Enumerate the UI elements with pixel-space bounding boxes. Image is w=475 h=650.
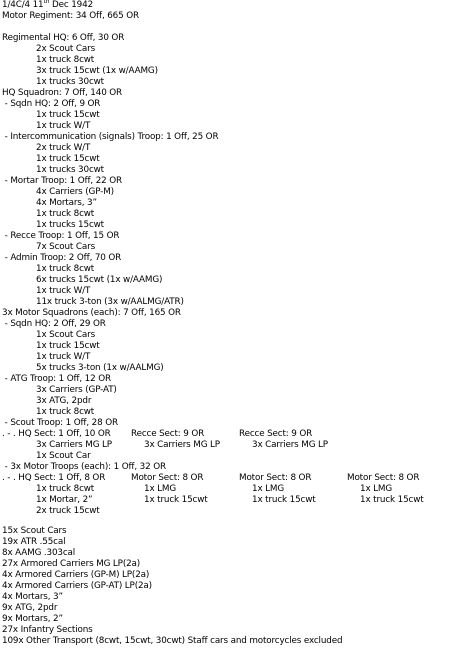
subsection-heading: - Mortar Troop: 1 Off, 22 OR [2,176,123,186]
list-item: 1x truck 8cwt [36,55,95,65]
subsection-heading: - Intercommunication (signals) Troop: 1 Off, 25 OR [2,132,219,142]
subsection-heading: - Recce Troop: 1 Off, 15 OR [2,231,120,241]
document-reference: 1/4C/4 11th Dec 1942 [2,0,94,10]
table-cell: 1x truck 15cwt [360,495,424,505]
table-cell: . - . HQ Sect: 1 Off, 8 OR [2,473,106,483]
list-item: 4x Carriers (GP-M) [36,187,114,197]
list-item: 1x truck W/T [36,121,91,131]
table-cell: 3x Carriers MG LP [36,440,112,450]
list-item: 4x Mortars, 3” [36,198,97,208]
list-item: 1x truck 8cwt [36,407,95,417]
scout-sections-row [0,451,470,462]
table-cell: Motor Sect: 8 OR [131,473,204,483]
total-item: 15x Scout Cars [2,526,67,536]
total-item: 9x ATG, 2pdr [2,603,58,613]
table-cell: . - . HQ Sect: 1 Off, 10 OR [2,429,111,439]
list-item: 3x ATG, 2pdr [36,396,92,406]
table-cell: Motor Sect: 8 OR [347,473,420,483]
total-item: 4x Armored Carriers (GP-M) LP(2a) [2,570,150,580]
table-cell: 1x truck 15cwt [252,495,316,505]
list-item: 1x truck 8cwt [36,264,95,274]
subsection-heading: - Admin Troop: 2 Off, 70 OR [2,253,122,263]
list-item: 1x truck 15cwt [36,110,100,120]
table-cell: 1x truck 8cwt [36,484,95,494]
list-item: 3x Carriers (GP-AT) [36,385,117,395]
table-cell: 2x truck 15cwt [36,506,100,516]
list-item: 2x Scout Cars [36,44,96,54]
list-item: 1x truck W/T [36,352,91,362]
subsection-heading: - ATG Troop: 1 Off, 12 OR [2,374,111,384]
table-cell: 3x Carriers MG LP [252,440,328,450]
list-item: 2x truck W/T [36,143,91,153]
total-item: 27x Infantry Sections [2,625,93,635]
section-heading: 3x Motor Squadrons (each): 7 Off, 165 OR [2,308,181,318]
scout-sections-row [0,440,470,451]
section-heading: HQ Squadron: 7 Off, 140 OR [2,88,123,98]
motor-sections-header-row [2,473,472,484]
motor-sections-row [0,484,470,495]
motor-sections-row [0,506,470,517]
list-item: 1x truck 15cwt [36,341,100,351]
list-item: 6x trucks 15cwt (1x w/AAMG) [36,275,163,285]
list-item: 1x trucks 15cwt [36,220,104,230]
list-item: 1x truck 8cwt [36,209,95,219]
section-heading: Regimental HQ: 6 Off, 30 OR [2,33,125,43]
table-cell: 1x Scout Car [36,451,91,461]
table-cell: Motor Sect: 8 OR [239,473,312,483]
total-item: 27x Armored Carriers MG LP(2a) [2,559,141,569]
scout-sections-header-row [2,429,472,440]
table-cell: 3x Carriers MG LP [144,440,220,450]
table-cell: 1x LMG [252,484,285,494]
list-item: 5x trucks 3-ton (1x w/AALMG) [36,363,164,373]
list-item: 7x Scout Cars [36,242,96,252]
total-item: 4x Armored Carriers (GP-AT) LP(2a) [2,581,152,591]
list-item: 1x truck W/T [36,286,91,296]
table-cell: 1x truck 15cwt [144,495,208,505]
list-item: 11x truck 3-ton (3x w/AALMG/ATR) [36,297,184,307]
table-cell: Recce Sect: 9 OR [239,429,313,439]
table-cell: 1x Mortar, 2” [36,495,93,505]
list-item: 1x Scout Cars [36,330,96,340]
total-item: 9x Mortars, 2” [2,614,63,624]
table-cell: 1x LMG [144,484,177,494]
subsection-heading: - 3x Motor Troops (each): 1 Off, 32 OR [2,462,166,472]
list-item: 1x trucks 30cwt [36,165,104,175]
list-item: 1x trucks 30cwt [36,77,104,87]
total-item: 19x ATR .55cal [2,537,66,547]
subsection-heading: - Sqdn HQ: 2 Off, 9 OR [2,99,101,109]
regiment-heading: Motor Regiment: 34 Off, 665 OR [2,11,139,21]
total-item: 109x Other Transport (8cwt, 15cwt, 30cwt) Staff cars and motorcycles excluded [2,636,343,646]
motor-sections-row [0,495,470,506]
total-item: 4x Mortars, 3” [2,592,63,602]
list-item: 3x truck 15cwt (1x w/AAMG) [36,66,158,76]
list-item: 1x truck 15cwt [36,154,100,164]
total-item: 8x AAMG .303cal [2,548,76,558]
table-cell: 1x LMG [360,484,393,494]
subsection-heading: - Sqdn HQ: 2 Off, 29 OR [2,319,106,329]
table-cell: Recce Sect: 9 OR [131,429,205,439]
subsection-heading: - Scout Troop: 1 Off, 28 OR [2,418,118,428]
